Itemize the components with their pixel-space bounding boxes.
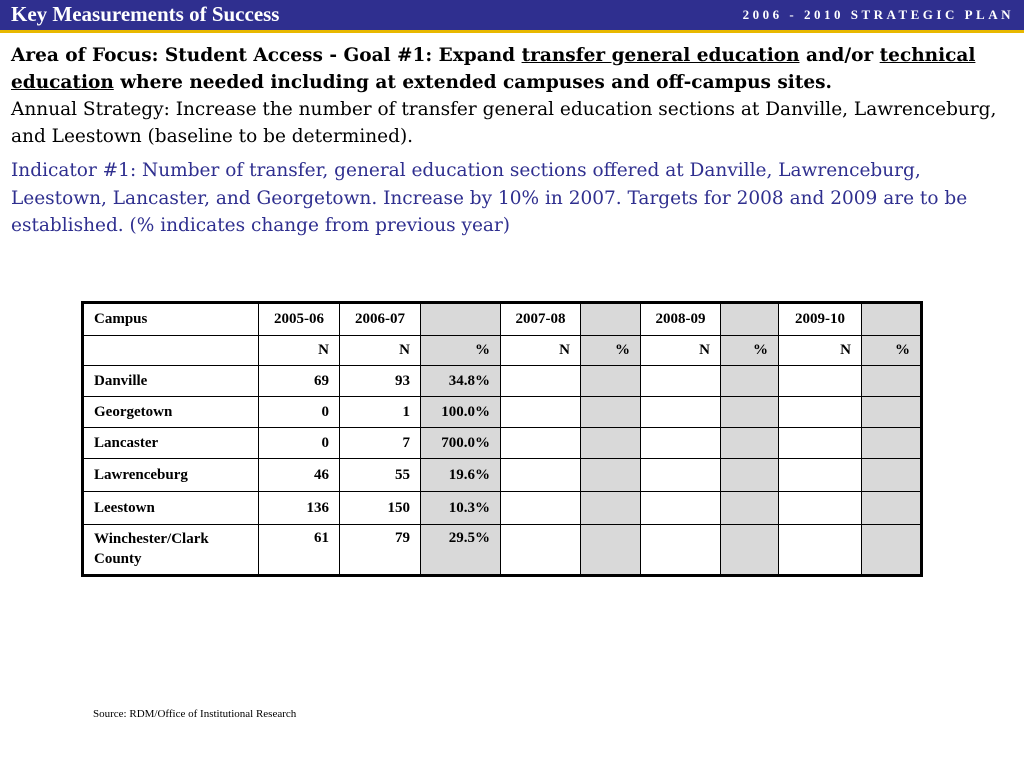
goal-link-transfer: transfer general education bbox=[521, 45, 800, 66]
table-cell bbox=[779, 366, 862, 397]
table-cell bbox=[581, 459, 641, 492]
goal-link-technical: technical education bbox=[11, 45, 976, 93]
table-cell bbox=[641, 366, 721, 397]
table-cell bbox=[779, 428, 862, 459]
table-cell: 136 bbox=[259, 492, 340, 525]
table-cell bbox=[862, 397, 922, 428]
table-cell bbox=[721, 525, 779, 576]
table-cell bbox=[862, 459, 922, 492]
table-cell bbox=[581, 397, 641, 428]
table-row bbox=[83, 492, 922, 525]
table-cell: 61 bbox=[259, 525, 340, 576]
table-cell bbox=[581, 525, 641, 576]
table-cell: 69 bbox=[259, 366, 340, 397]
table-cell bbox=[581, 428, 641, 459]
table-cell bbox=[862, 492, 922, 525]
table-cell bbox=[721, 459, 779, 492]
table-cell: 34.8% bbox=[421, 366, 501, 397]
table-cell bbox=[501, 492, 581, 525]
table-row bbox=[83, 459, 922, 492]
column-header bbox=[862, 303, 922, 336]
table-row bbox=[83, 525, 922, 576]
table-cell bbox=[641, 428, 721, 459]
campus-name-cell: Leestown bbox=[83, 492, 259, 525]
column-header: 2009-10 bbox=[779, 303, 862, 336]
table-cell bbox=[779, 459, 862, 492]
table-cell bbox=[501, 366, 581, 397]
table-cell bbox=[641, 492, 721, 525]
campus-name-cell: Lawrenceburg bbox=[83, 459, 259, 492]
source-note: Source: RDM/Office of Institutional Research bbox=[93, 708, 297, 720]
table-cell: 10.3% bbox=[421, 492, 501, 525]
table-cell: 700.0% bbox=[421, 428, 501, 459]
table-cell: 29.5% bbox=[421, 525, 501, 576]
column-header: N bbox=[779, 336, 862, 366]
campus-name-cell: Danville bbox=[83, 366, 259, 397]
campus-name-cell: Winchester/Clark County bbox=[83, 525, 259, 576]
campus-name-cell: Lancaster bbox=[83, 428, 259, 459]
campus-name-cell: Georgetown bbox=[83, 397, 259, 428]
table-cell bbox=[501, 397, 581, 428]
column-header: N bbox=[501, 336, 581, 366]
column-header: N bbox=[641, 336, 721, 366]
column-header: N bbox=[259, 336, 340, 366]
table-cell: 46 bbox=[259, 459, 340, 492]
table-cell bbox=[501, 525, 581, 576]
table-cell: 7 bbox=[340, 428, 421, 459]
sections-table bbox=[81, 301, 923, 577]
column-header bbox=[421, 303, 501, 336]
table-cell bbox=[641, 459, 721, 492]
strategic-plan-label: 2006 - 2010 STRATEGIC PLAN bbox=[742, 7, 1014, 22]
column-header bbox=[581, 303, 641, 336]
column-header bbox=[721, 303, 779, 336]
column-header: % bbox=[581, 336, 641, 366]
table-cell bbox=[862, 525, 922, 576]
goal-tail: where needed including at extended campuses and off-campus sites. bbox=[113, 72, 832, 93]
table-cell: 0 bbox=[259, 397, 340, 428]
indicator-text: Indicator #1: Number of transfer, general education sections offered at Danville, Lawrenceburg, Leestown, Lancaster, and Georgetown. Increase by 10% in 2007. Targets for 2008 and 2009 are to be established. (% indicates change from previous year) bbox=[11, 160, 968, 236]
column-header: 2006-07 bbox=[340, 303, 421, 336]
table-cell bbox=[721, 492, 779, 525]
table-cell bbox=[779, 397, 862, 428]
table-cell: 93 bbox=[340, 366, 421, 397]
table-header-row bbox=[83, 303, 922, 336]
table-cell: 19.6% bbox=[421, 459, 501, 492]
header-bar bbox=[0, 0, 1024, 33]
table-cell bbox=[501, 459, 581, 492]
focus-statement bbox=[11, 42, 1011, 150]
table-row bbox=[83, 428, 922, 459]
table-cell: 100.0% bbox=[421, 397, 501, 428]
column-header: % bbox=[862, 336, 922, 366]
annual-strategy: Annual Strategy: Increase the number of transfer general education sections at Danville, Lawrenceburg, and Leestown (baseline to be determined). bbox=[11, 99, 997, 147]
table-cell bbox=[581, 366, 641, 397]
table-row bbox=[83, 366, 922, 397]
table-cell bbox=[779, 492, 862, 525]
column-header: % bbox=[421, 336, 501, 366]
table-cell: 150 bbox=[340, 492, 421, 525]
table-row bbox=[83, 397, 922, 428]
column-header: 2007-08 bbox=[501, 303, 581, 336]
goal-mid: and/or bbox=[799, 45, 880, 66]
column-header: % bbox=[721, 336, 779, 366]
table-cell: 1 bbox=[340, 397, 421, 428]
table-cell bbox=[641, 397, 721, 428]
table-cell bbox=[721, 428, 779, 459]
column-header bbox=[83, 336, 259, 366]
table-cell bbox=[862, 366, 922, 397]
column-header: N bbox=[340, 336, 421, 366]
column-header: 2008-09 bbox=[641, 303, 721, 336]
goal-lead: Area of Focus: Student Access - Goal #1: Expand bbox=[11, 45, 522, 66]
table-cell bbox=[721, 397, 779, 428]
column-header: Campus bbox=[83, 303, 259, 336]
table-unit-row bbox=[83, 336, 922, 366]
table-cell bbox=[641, 525, 721, 576]
table-cell: 55 bbox=[340, 459, 421, 492]
table-cell: 79 bbox=[340, 525, 421, 576]
goal-text bbox=[11, 45, 975, 93]
table-cell bbox=[779, 525, 862, 576]
table-cell bbox=[862, 428, 922, 459]
table-cell bbox=[721, 366, 779, 397]
table-cell bbox=[501, 428, 581, 459]
column-header: 2005-06 bbox=[259, 303, 340, 336]
page-title: Key Measurements of Success bbox=[11, 2, 280, 26]
table-cell bbox=[581, 492, 641, 525]
table-cell: 0 bbox=[259, 428, 340, 459]
